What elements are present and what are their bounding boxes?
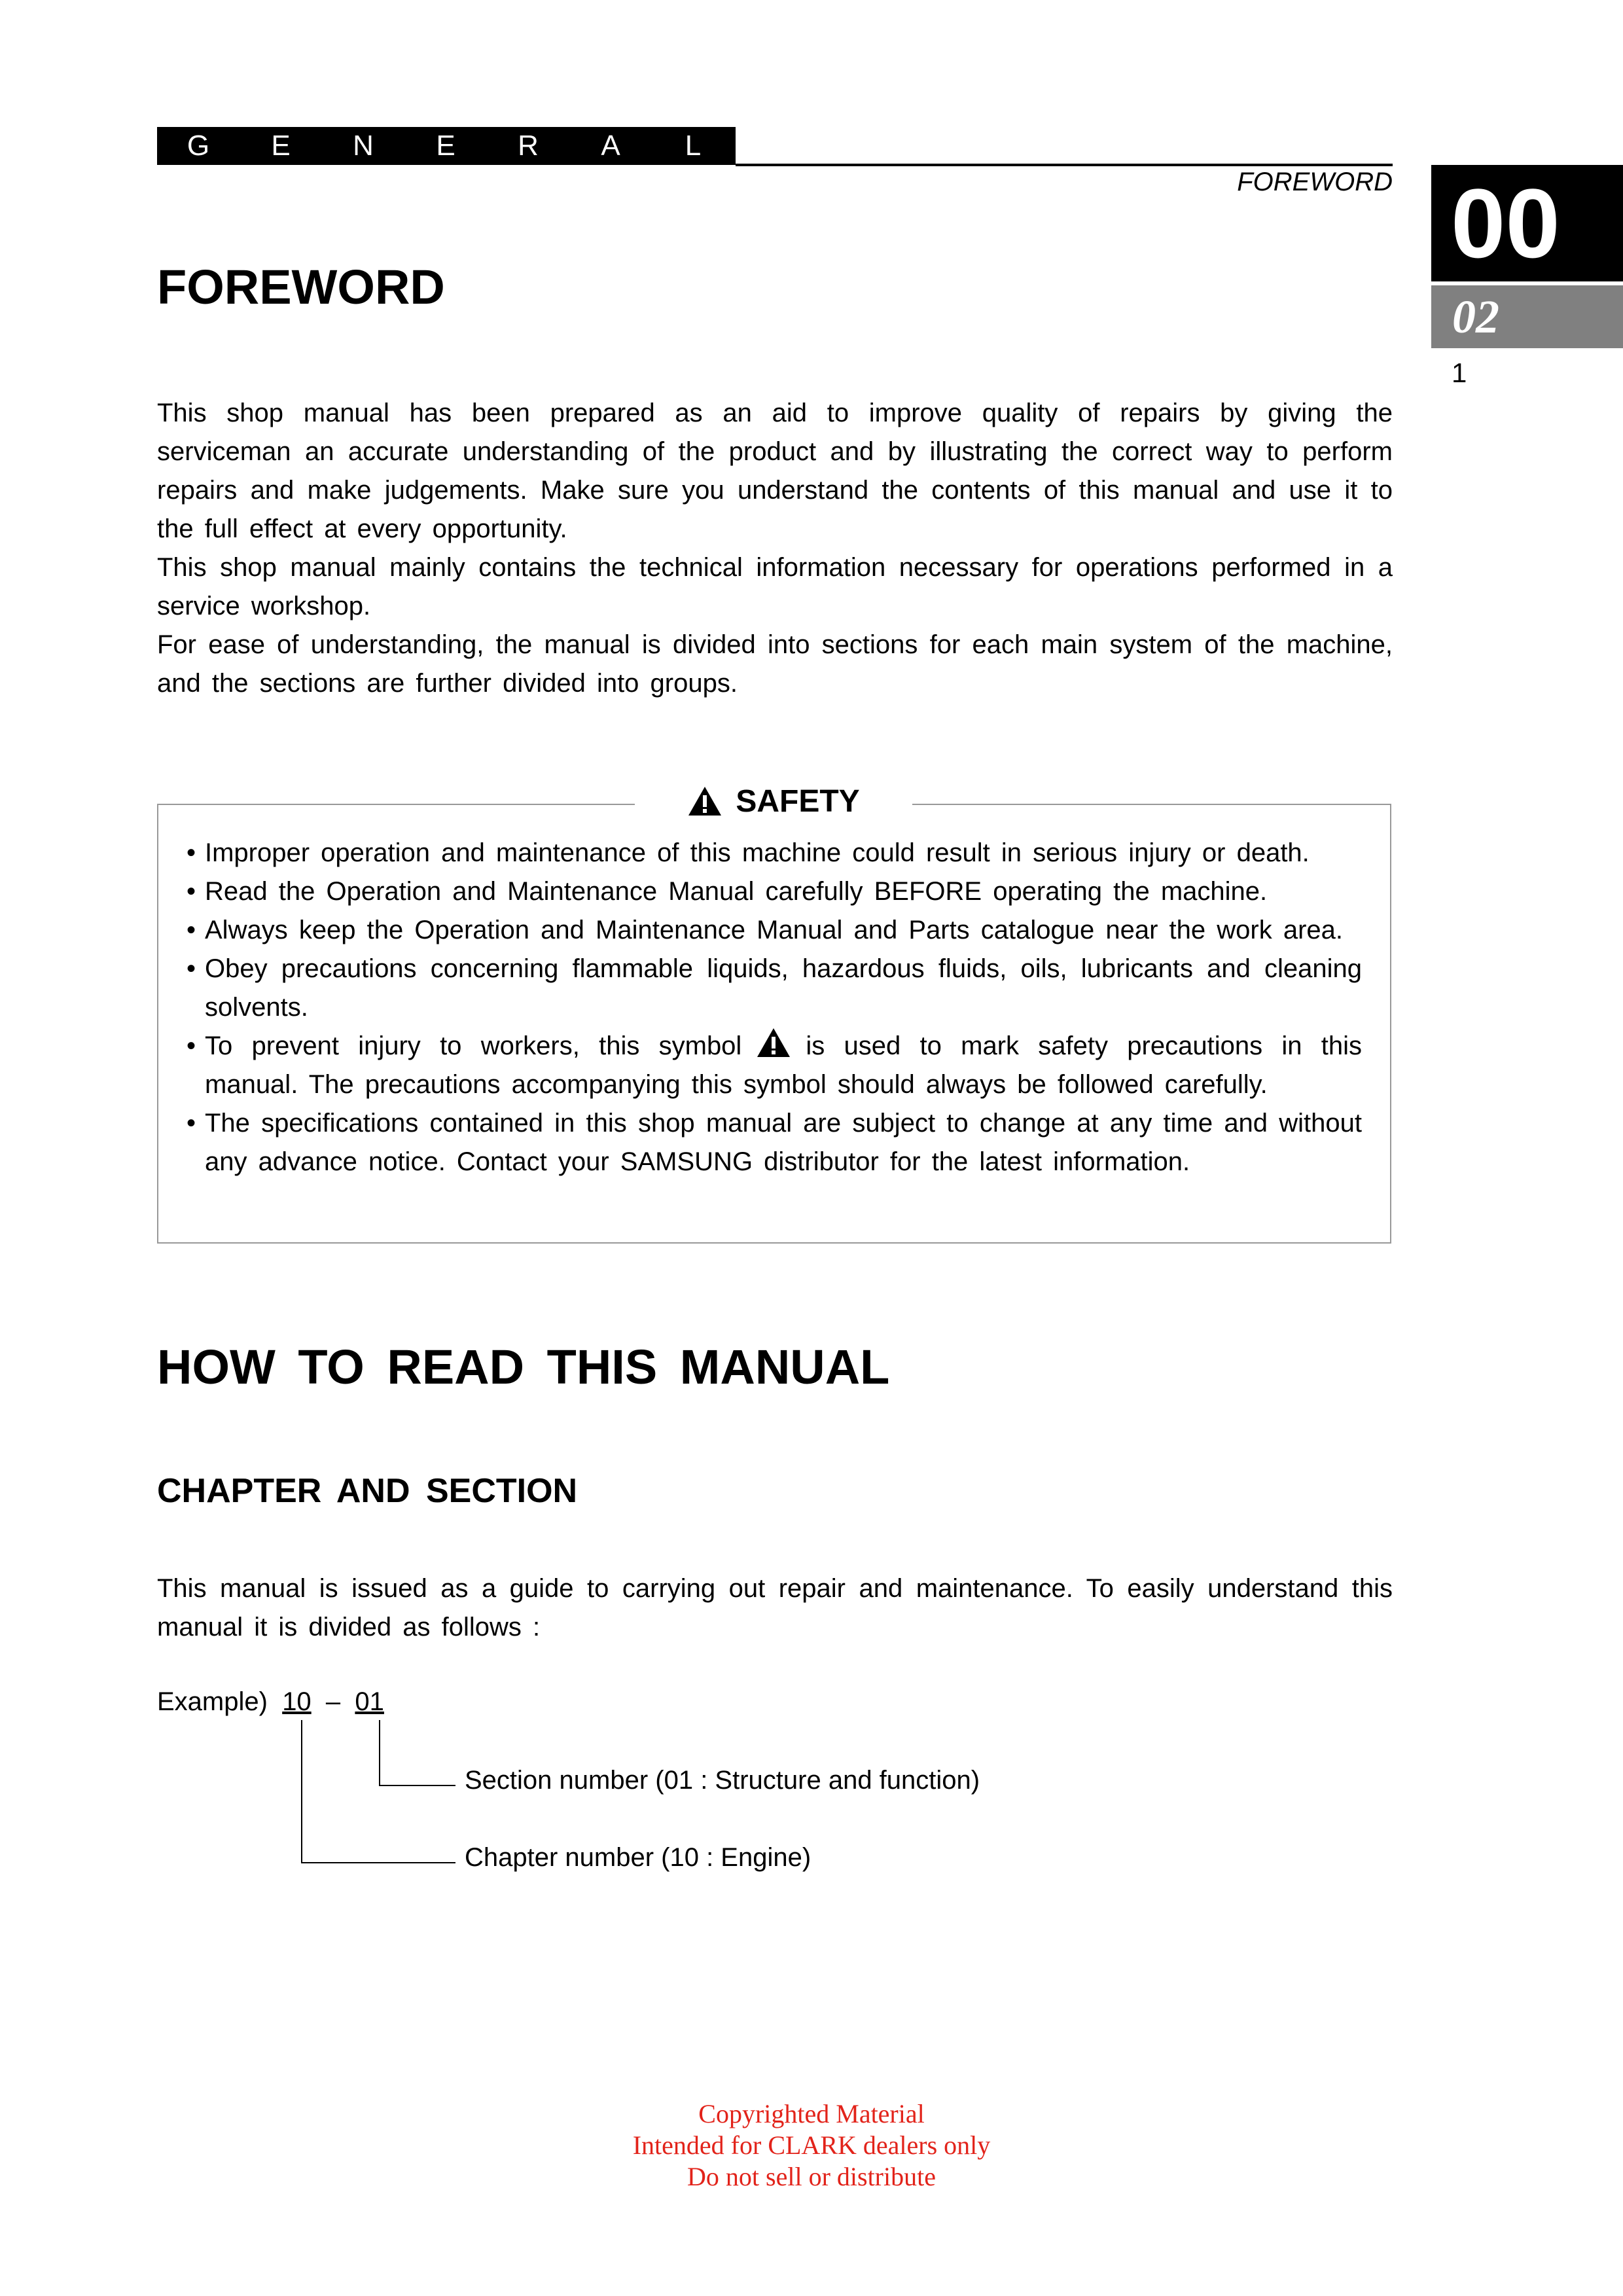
header-letter: R	[518, 130, 539, 162]
header-letter: G	[187, 130, 210, 162]
page-number: 1	[1452, 357, 1467, 388]
copyright-notice	[0, 2098, 1623, 2193]
subsection-title: CHAPTER AND SECTION	[157, 1472, 578, 1510]
safety-item-text: is used to mark safety precautions in this manual. The precautions accompanying this symbol should always be followed carefully.	[205, 1031, 1362, 1099]
chapter-tab: 00	[1431, 165, 1623, 281]
foreword-paragraph: This shop manual mainly contains the technical information necessary for operations performed in a service workshop.	[157, 553, 1393, 620]
header-letter: E	[436, 130, 455, 162]
example-chapter-number: 10	[282, 1687, 312, 1716]
foreword-paragraph: This shop manual has been prepared as an aid to improve quality of repairs by giving the serviceman an accurate understanding of the product and by illustrating the correct way to perform repairs and make judgements. Make sure you understand the contents of this manual and use it to the full effect at every opportunity.	[157, 399, 1393, 543]
safety-item-text: Always keep the Operation and Maintenance Manual and Parts catalogue near the work area.	[205, 916, 1344, 944]
example-label: Example)	[157, 1687, 268, 1716]
foreword-paragraph: For ease of understanding, the manual is divided into sections for each main system of the machine, and the sections are further divided into groups.	[157, 630, 1393, 698]
safety-title: SAFETY	[736, 783, 860, 819]
copyright-line: Intended for CLARK dealers only	[632, 2130, 991, 2160]
safety-item-text: The specifications contained in this shop manual are subject to change at any time and without any advance notice. Contact your SAMSUNG distributor for the latest information.	[205, 1109, 1362, 1176]
chapter-connector	[302, 1720, 455, 1863]
safety-item-text: Read the Operation and Maintenance Manual carefully BEFORE operating the machine.	[205, 877, 1268, 906]
header-letter: N	[353, 130, 374, 162]
section-connector	[380, 1720, 455, 1785]
safety-item-text: To prevent injury to workers, this symbol	[205, 1031, 742, 1060]
copyright-line: Copyrighted Material	[698, 2099, 925, 2128]
section-number-label: Section number (01 : Structure and function)	[465, 1766, 980, 1795]
copyright-line: Do not sell or distribute	[687, 2162, 936, 2191]
safety-item-text: Obey precautions concerning flammable liquids, hazardous fluids, oils, lubricants and cleaning solvents.	[205, 954, 1362, 1022]
howto-paragraph: This manual is issued as a guide to carrying out repair and maintenance. To easily understand this manual it is divided as follows :	[157, 1574, 1393, 1641]
example-dash: –	[325, 1687, 341, 1716]
safety-item-text: Improper operation and maintenance of this machine could result in serious injury or death.	[205, 838, 1310, 867]
section-tab: 02	[1431, 285, 1623, 348]
safety-item: • Obey precautions concerning flammable liquids, hazardous fluids, oils, lubricants and cleaning solvents.	[187, 954, 1362, 1022]
header-letter: L	[685, 130, 702, 162]
header-letter: A	[601, 130, 620, 162]
safety-item: • To prevent injury to workers, this symbol is used to mark safety precautions in this manual. The precautions accompanying this symbol should always be followed carefully.	[187, 1027, 1362, 1104]
safety-item: • Always keep the Operation and Maintenance Manual and Parts catalogue near the work area.	[187, 916, 1344, 944]
safety-item: • Read the Operation and Maintenance Manual carefully BEFORE operating the machine.	[187, 877, 1268, 906]
chapter-number-label: Chapter number (10 : Engine)	[465, 1843, 812, 1872]
example-section-number: 01	[355, 1687, 384, 1716]
page-title: FOREWORD	[157, 260, 445, 314]
header-letter: E	[271, 130, 291, 162]
header-subtitle: FOREWORD	[1237, 168, 1393, 196]
safety-item: • Improper operation and maintenance of this machine could result in serious injury or death.	[187, 838, 1310, 867]
section-title: HOW TO READ THIS MANUAL	[157, 1340, 890, 1394]
safety-item: • The specifications contained in this shop manual are subject to change at any time and without any advance notice. Contact your SAMSUNG distributor for the latest information.	[187, 1109, 1362, 1176]
